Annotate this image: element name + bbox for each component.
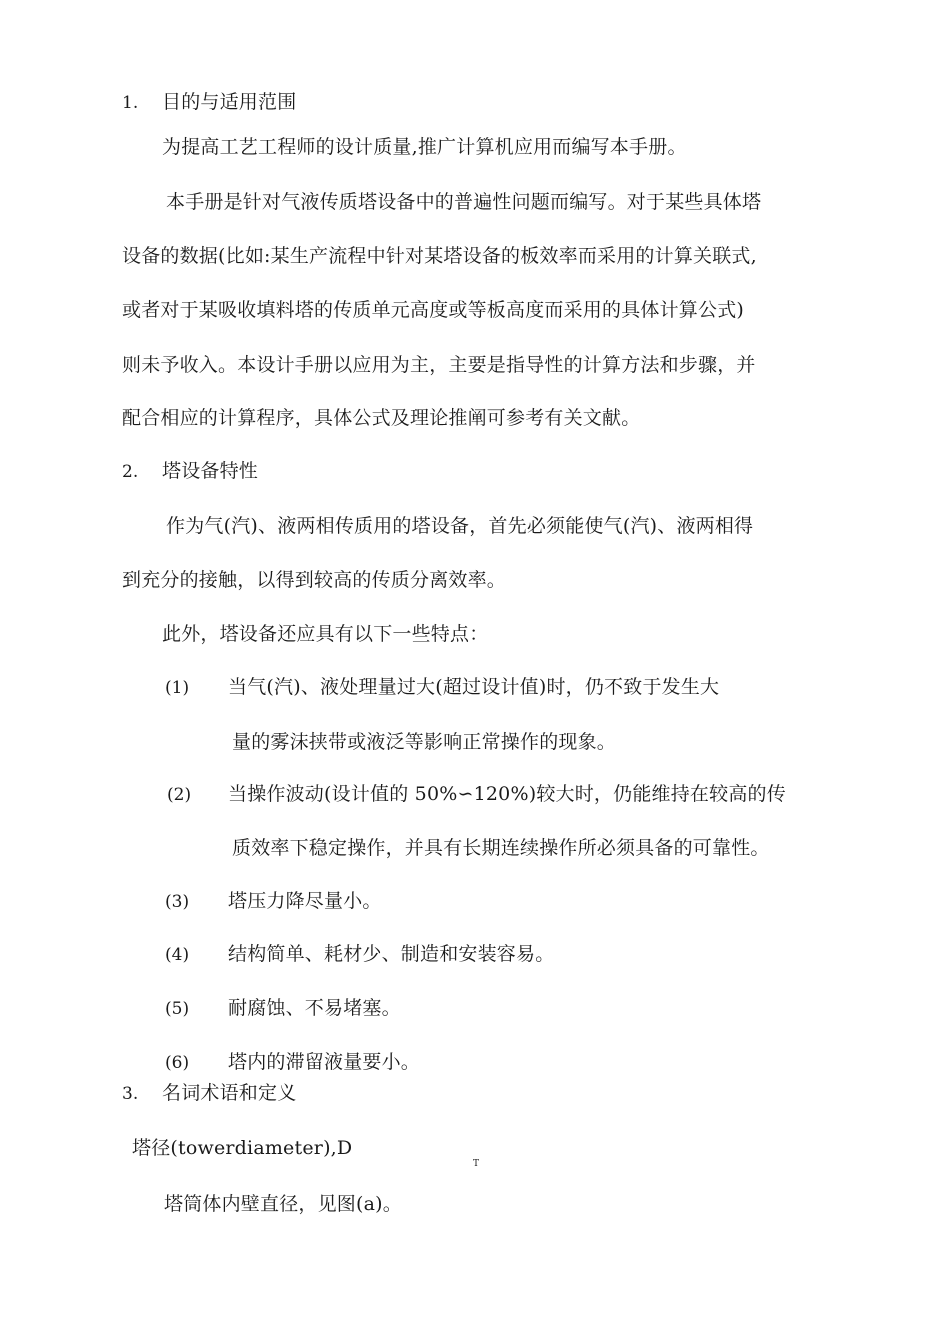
list-item-number: (1) (165, 678, 190, 698)
term-definition: 塔筒体内壁直径，见图(a)。 (164, 1193, 402, 1215)
paragraph-line: 配合相应的计算程序，具体公式及理论推阐可参考有关文献。 (122, 407, 641, 429)
list-item-continuation: 量的雾沫挟带或液泛等影响正常操作的现象。 (232, 731, 617, 753)
list-item-text: 塔压力降尽量小。 (228, 890, 382, 912)
section-2-title: 塔设备特性 (162, 460, 259, 482)
section-2-number: 2. (122, 462, 139, 482)
paragraph-line: 本手册是针对气液传质塔设备中的普遍性问题而编写。对于某些具体塔 (166, 191, 762, 213)
list-item-number: (5) (165, 999, 190, 1019)
paragraph-line: 则未予收入。本设计手册以应用为主，主要是指导性的计算方法和步骤，并 (122, 354, 756, 376)
paragraph-line: 此外，塔设备还应具有以下一些特点： (162, 623, 489, 645)
list-item-text: 耐腐蚀、不易堵塞。 (228, 997, 401, 1019)
list-item-number: (3) (165, 892, 190, 912)
term-heading: 塔径(towerdiameter),D (132, 1137, 353, 1159)
paragraph-line: 为提高工艺工程师的设计质量,推广计算机应用而编写本手册。 (162, 136, 687, 158)
list-item-text: 塔内的滞留液量要小。 (228, 1051, 421, 1073)
section-1-number: 1. (122, 93, 139, 113)
list-item-text: 结构简单、耗材少、制造和安装容易。 (228, 943, 555, 965)
list-item-continuation: 质效率下稳定操作，并具有长期连续操作所必须具备的可靠性。 (232, 837, 770, 859)
paragraph-line: 到充分的接触，以得到较高的传质分离效率。 (122, 569, 507, 591)
section-3-number: 3. (122, 1084, 139, 1104)
section-1-title: 目的与适用范围 (162, 91, 297, 113)
list-item-number: (6) (165, 1053, 190, 1073)
list-item-number: (2) (167, 785, 192, 805)
section-3-title: 名词术语和定义 (162, 1082, 297, 1104)
term-subscript: T (473, 1159, 480, 1169)
list-item-text: 当操作波动(设计值的 50%∽120%)较大时，仍能维持在较高的传 (228, 783, 786, 805)
list-item-number: (4) (165, 945, 190, 965)
paragraph-line: 设备的数据(比如:某生产流程中针对某塔设备的板效率而采用的计算关联式, (122, 245, 757, 267)
list-item-text: 当气(汽)、液处理量过大(超过设计值)时，仍不致于发生大 (228, 676, 720, 698)
paragraph-line: 或者对于某吸收填料塔的传质单元高度或等板高度而采用的具体计算公式) (122, 299, 745, 321)
paragraph-line: 作为气(汽)、液两相传质用的塔设备，首先必须能使气(汽)、液两相得 (166, 515, 754, 537)
